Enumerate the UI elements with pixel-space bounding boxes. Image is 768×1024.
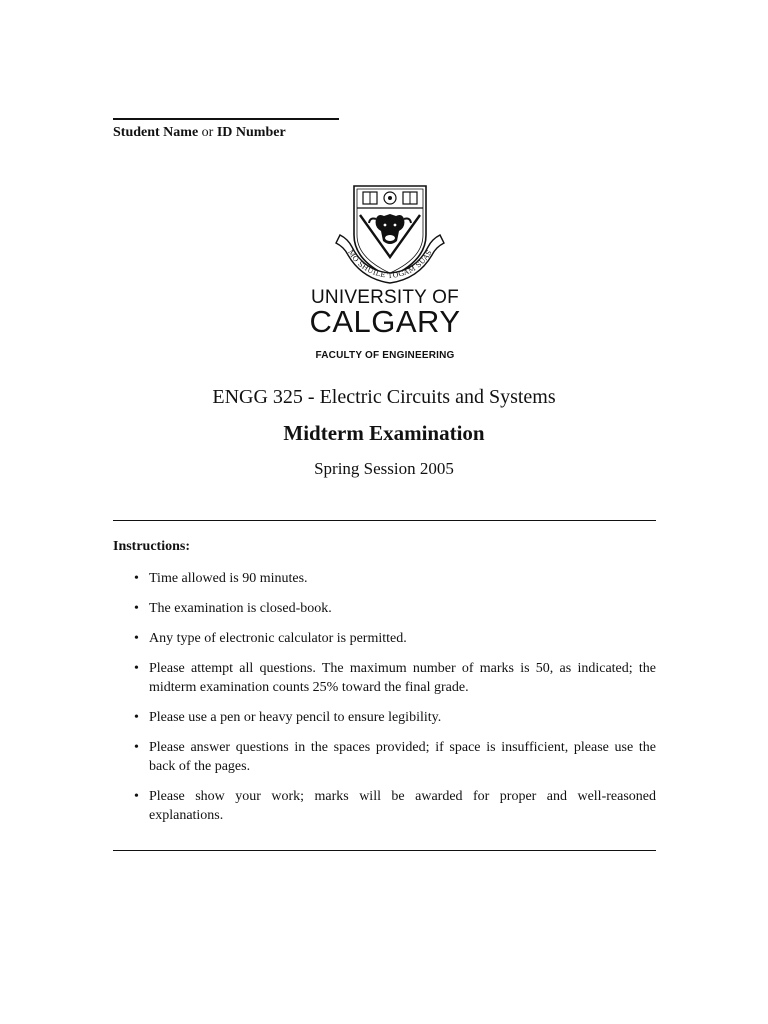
instruction-text: Time allowed is 90 minutes. xyxy=(149,571,308,586)
list-item xyxy=(113,629,656,648)
instruction-text: The examination is closed-book. xyxy=(149,601,332,616)
id-number-text: ID Number xyxy=(216,125,286,140)
motto-text: MO SHUILE TOGAM SUAS xyxy=(346,248,434,281)
faculty-name: FACULTY OF ENGINEERING xyxy=(315,350,455,361)
instruction-text: Please answer questions in the spaces provided; if space is insufficient, please use the back of the pages. xyxy=(149,740,656,774)
bullet-icon: • xyxy=(134,740,139,755)
list-item xyxy=(113,787,656,825)
list-item xyxy=(113,738,656,776)
university-name-line1: UNIVERSITY OF xyxy=(311,287,459,308)
bullet-icon: • xyxy=(134,661,139,676)
instructions-list xyxy=(113,569,656,836)
student-name-label xyxy=(113,125,286,141)
student-name-line xyxy=(113,118,339,120)
university-crest-icon xyxy=(334,183,446,285)
bullet-icon: • xyxy=(134,789,139,804)
instruction-text: Please attempt all questions. The maximum number of marks is 50, as indicated; the midterm examination counts 25% toward the final grade. xyxy=(149,661,656,695)
exam-title: Midterm Examination xyxy=(283,421,485,445)
bullet-icon: • xyxy=(134,571,139,586)
bullet-icon: • xyxy=(134,710,139,725)
instruction-text: Any type of electronic calculator is permitted. xyxy=(149,631,407,646)
list-item xyxy=(113,708,656,727)
instructions-heading: Instructions: xyxy=(113,539,191,554)
list-item xyxy=(113,569,656,588)
session-title: Spring Session 2005 xyxy=(314,459,454,478)
top-rule xyxy=(113,520,656,521)
list-item xyxy=(113,659,656,697)
instruction-text: Please show your work; marks will be awarded for proper and well-reasoned explanations. xyxy=(149,789,656,823)
course-title: ENGG 325 - Electric Circuits and Systems xyxy=(212,386,556,408)
or-text: or xyxy=(201,125,214,140)
student-name-text: Student Name xyxy=(113,125,199,140)
university-name-line2: CALGARY xyxy=(309,304,461,339)
bullet-icon: • xyxy=(134,631,139,646)
bottom-rule xyxy=(113,850,656,851)
instruction-text: Please use a pen or heavy pencil to ensure legibility. xyxy=(149,710,442,725)
bullet-icon: • xyxy=(134,601,139,616)
list-item xyxy=(113,599,656,618)
